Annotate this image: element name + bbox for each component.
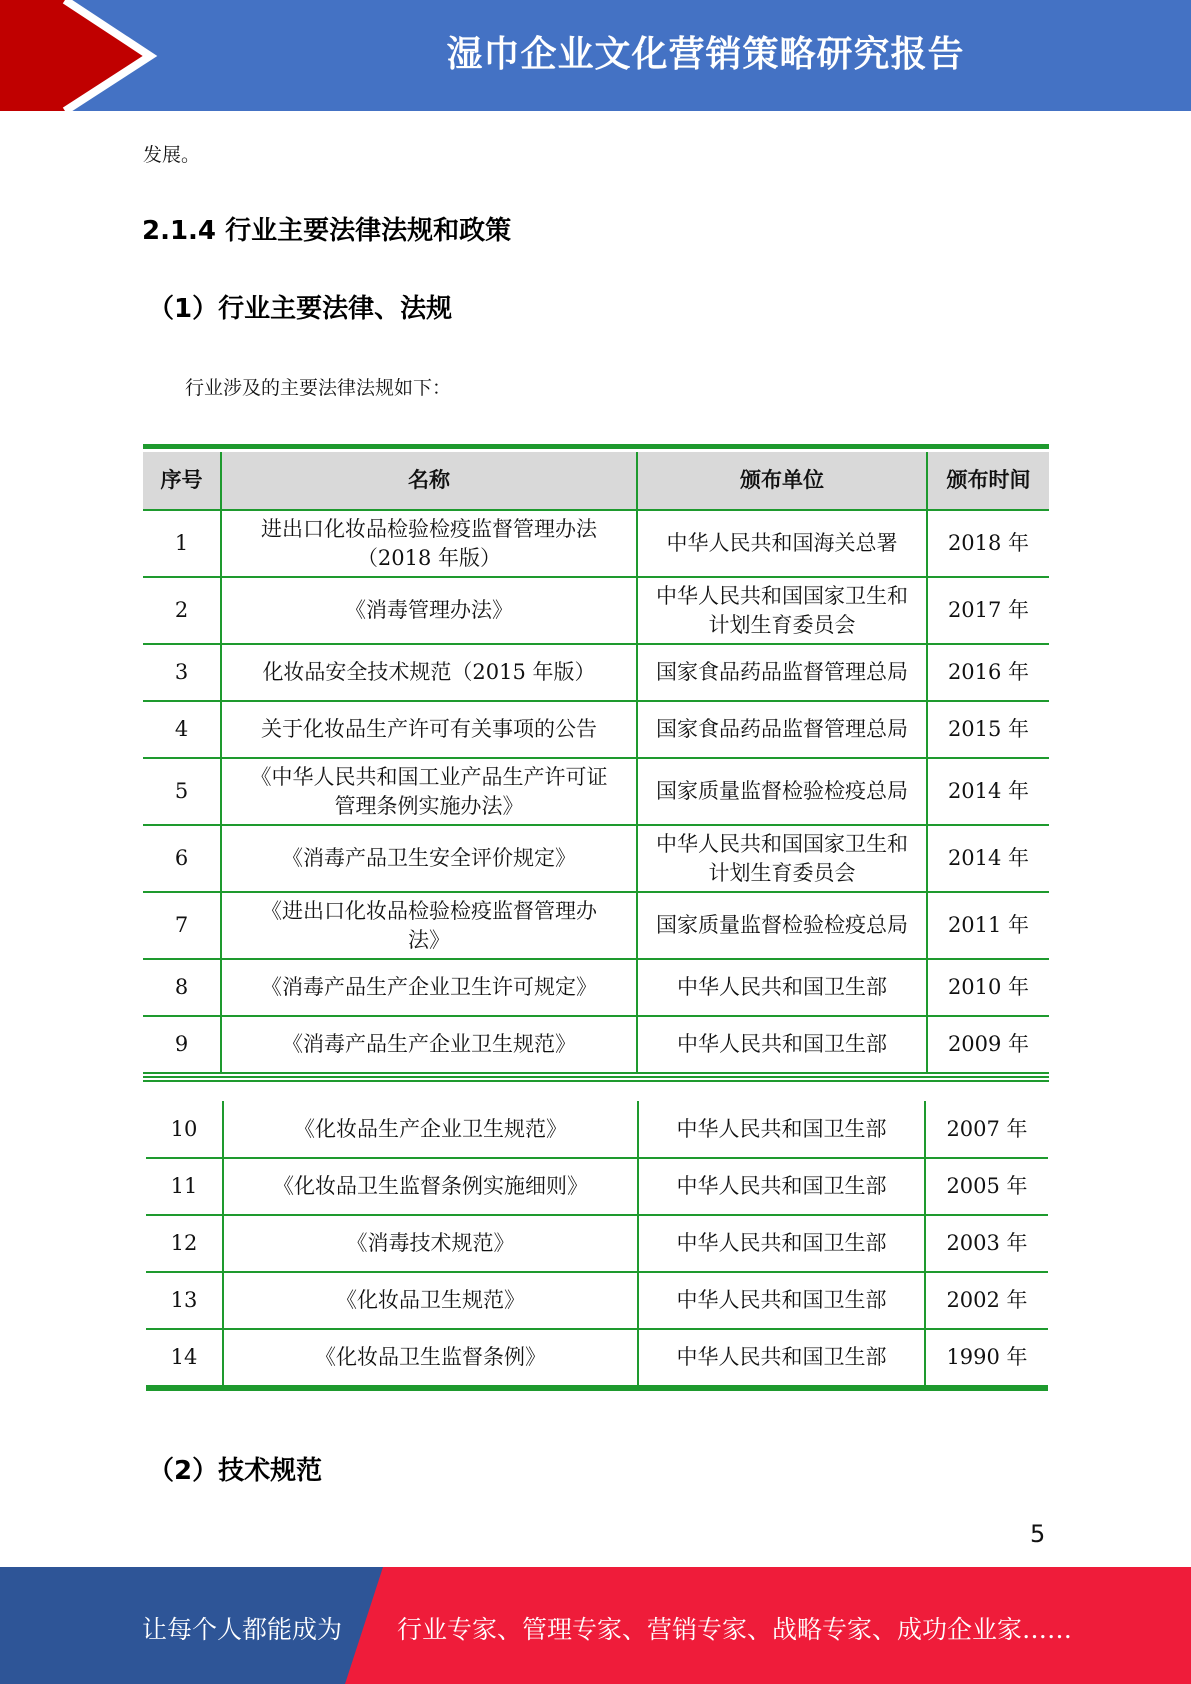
row-date: 2017 年 <box>927 577 1049 644</box>
row-name: 《中华人民共和国工业产品生产许可证 管理条例实施办法》 <box>221 758 637 825</box>
row-issuer: 中华人民共和国卫生部 <box>637 1016 927 1073</box>
subsection-heading-laws: （1）行业主要法律、法规 <box>148 294 453 324</box>
row-issuer: 国家质量监督检验检疫总局 <box>637 758 927 825</box>
page-number: 5 <box>1030 1520 1046 1548</box>
page-header <box>0 0 1191 111</box>
intro-fragment: 发展。 <box>143 144 201 166</box>
row-issuer: 中华人民共和国卫生部 <box>638 1158 925 1215</box>
row-issuer: 中华人民共和国国家卫生和 计划生育委员会 <box>637 825 927 892</box>
row-name: 关于化妆品生产许可有关事项的公告 <box>221 701 637 758</box>
header-name: 名称 <box>221 452 637 510</box>
row-date: 2010 年 <box>927 959 1049 1016</box>
row-name: 《消毒产品卫生安全评价规定》 <box>221 825 637 892</box>
table-row <box>146 1272 1048 1329</box>
row-date: 2005 年 <box>925 1158 1048 1215</box>
laws-table-part2 <box>146 1101 1048 1387</box>
row-index: 6 <box>143 825 221 892</box>
row-issuer: 中华人民共和国卫生部 <box>638 1329 925 1386</box>
row-date: 2003 年 <box>925 1215 1048 1272</box>
row-name: 《化妆品生产企业卫生规范》 <box>223 1101 638 1158</box>
row-index: 11 <box>146 1158 223 1215</box>
table-row <box>143 892 1049 959</box>
row-name: 《进出口化妆品检验检疫监督管理办 法》 <box>221 892 637 959</box>
section-heading: 2.1.4 行业主要法律法规和政策 <box>142 216 512 246</box>
row-date: 2015 年 <box>927 701 1049 758</box>
row-name: 《消毒技术规范》 <box>223 1215 638 1272</box>
table-row <box>146 1158 1048 1215</box>
row-index: 1 <box>143 510 221 577</box>
row-name: 《消毒管理办法》 <box>221 577 637 644</box>
row-issuer: 国家食品药品监督管理总局 <box>637 701 927 758</box>
laws-table-part1 <box>143 452 1049 1074</box>
row-issuer: 中华人民共和国卫生部 <box>638 1101 925 1158</box>
table-row <box>143 758 1049 825</box>
table-row <box>143 577 1049 644</box>
row-issuer: 中华人民共和国国家卫生和 计划生育委员会 <box>637 577 927 644</box>
row-date: 2009 年 <box>927 1016 1049 1073</box>
table-row <box>143 701 1049 758</box>
header-arrow-decoration <box>0 0 300 111</box>
row-index: 9 <box>143 1016 221 1073</box>
table-row <box>146 1101 1048 1158</box>
row-name: 《化妆品卫生监督条例实施细则》 <box>223 1158 638 1215</box>
table-row <box>146 1329 1048 1386</box>
row-date: 2018 年 <box>927 510 1049 577</box>
row-name: 《消毒产品生产企业卫生许可规定》 <box>221 959 637 1016</box>
row-index: 10 <box>146 1101 223 1158</box>
row-date: 2014 年 <box>927 758 1049 825</box>
table-break-rule-lower <box>143 1080 1049 1082</box>
header-issuer: 颁布单位 <box>637 452 927 510</box>
row-date: 2014 年 <box>927 825 1049 892</box>
row-index: 3 <box>143 644 221 701</box>
row-index: 8 <box>143 959 221 1016</box>
table-bottom-rule <box>146 1386 1048 1391</box>
row-name: 《化妆品卫生规范》 <box>223 1272 638 1329</box>
row-issuer: 中华人民共和国卫生部 <box>638 1272 925 1329</box>
table-row <box>143 825 1049 892</box>
table-header-row <box>143 452 1049 510</box>
table-row <box>146 1215 1048 1272</box>
row-index: 4 <box>143 701 221 758</box>
row-issuer: 中华人民共和国卫生部 <box>637 959 927 1016</box>
table-row <box>143 1016 1049 1073</box>
page-footer <box>0 1567 1191 1684</box>
header-date: 颁布时间 <box>927 452 1049 510</box>
row-index: 13 <box>146 1272 223 1329</box>
header-title: 湿巾企业文化营销策略研究报告 <box>446 34 965 75</box>
row-date: 2002 年 <box>925 1272 1048 1329</box>
row-issuer: 中华人民共和国卫生部 <box>638 1215 925 1272</box>
row-name: 化妆品安全技术规范（2015 年版） <box>221 644 637 701</box>
header-index: 序号 <box>143 452 221 510</box>
row-name: 《消毒产品生产企业卫生规范》 <box>221 1016 637 1073</box>
table-top-rule <box>143 444 1049 449</box>
row-date: 1990 年 <box>925 1329 1048 1386</box>
table-intro-text: 行业涉及的主要法律法规如下： <box>185 377 452 399</box>
row-index: 14 <box>146 1329 223 1386</box>
row-name: 进出口化妆品检验检疫监督管理办法 （2018 年版） <box>221 510 637 577</box>
table-break-rule-upper <box>143 1076 1049 1078</box>
row-issuer: 中华人民共和国海关总署 <box>637 510 927 577</box>
row-date: 2007 年 <box>925 1101 1048 1158</box>
row-date: 2011 年 <box>927 892 1049 959</box>
row-issuer: 国家食品药品监督管理总局 <box>637 644 927 701</box>
table-row <box>143 510 1049 577</box>
footer-slogan-right: 行业专家、管理专家、营销专家、战略专家、成功企业家…… <box>397 1615 1073 1644</box>
table-row <box>143 644 1049 701</box>
row-date: 2016 年 <box>927 644 1049 701</box>
subsection-heading-tech: （2）技术规范 <box>148 1456 323 1486</box>
row-index: 12 <box>146 1215 223 1272</box>
row-name: 《化妆品卫生监督条例》 <box>223 1329 638 1386</box>
row-index: 5 <box>143 758 221 825</box>
row-index: 2 <box>143 577 221 644</box>
row-issuer: 国家质量监督检验检疫总局 <box>637 892 927 959</box>
table-row <box>143 959 1049 1016</box>
row-index: 7 <box>143 892 221 959</box>
footer-slogan-left: 让每个人都能成为 <box>142 1615 343 1644</box>
